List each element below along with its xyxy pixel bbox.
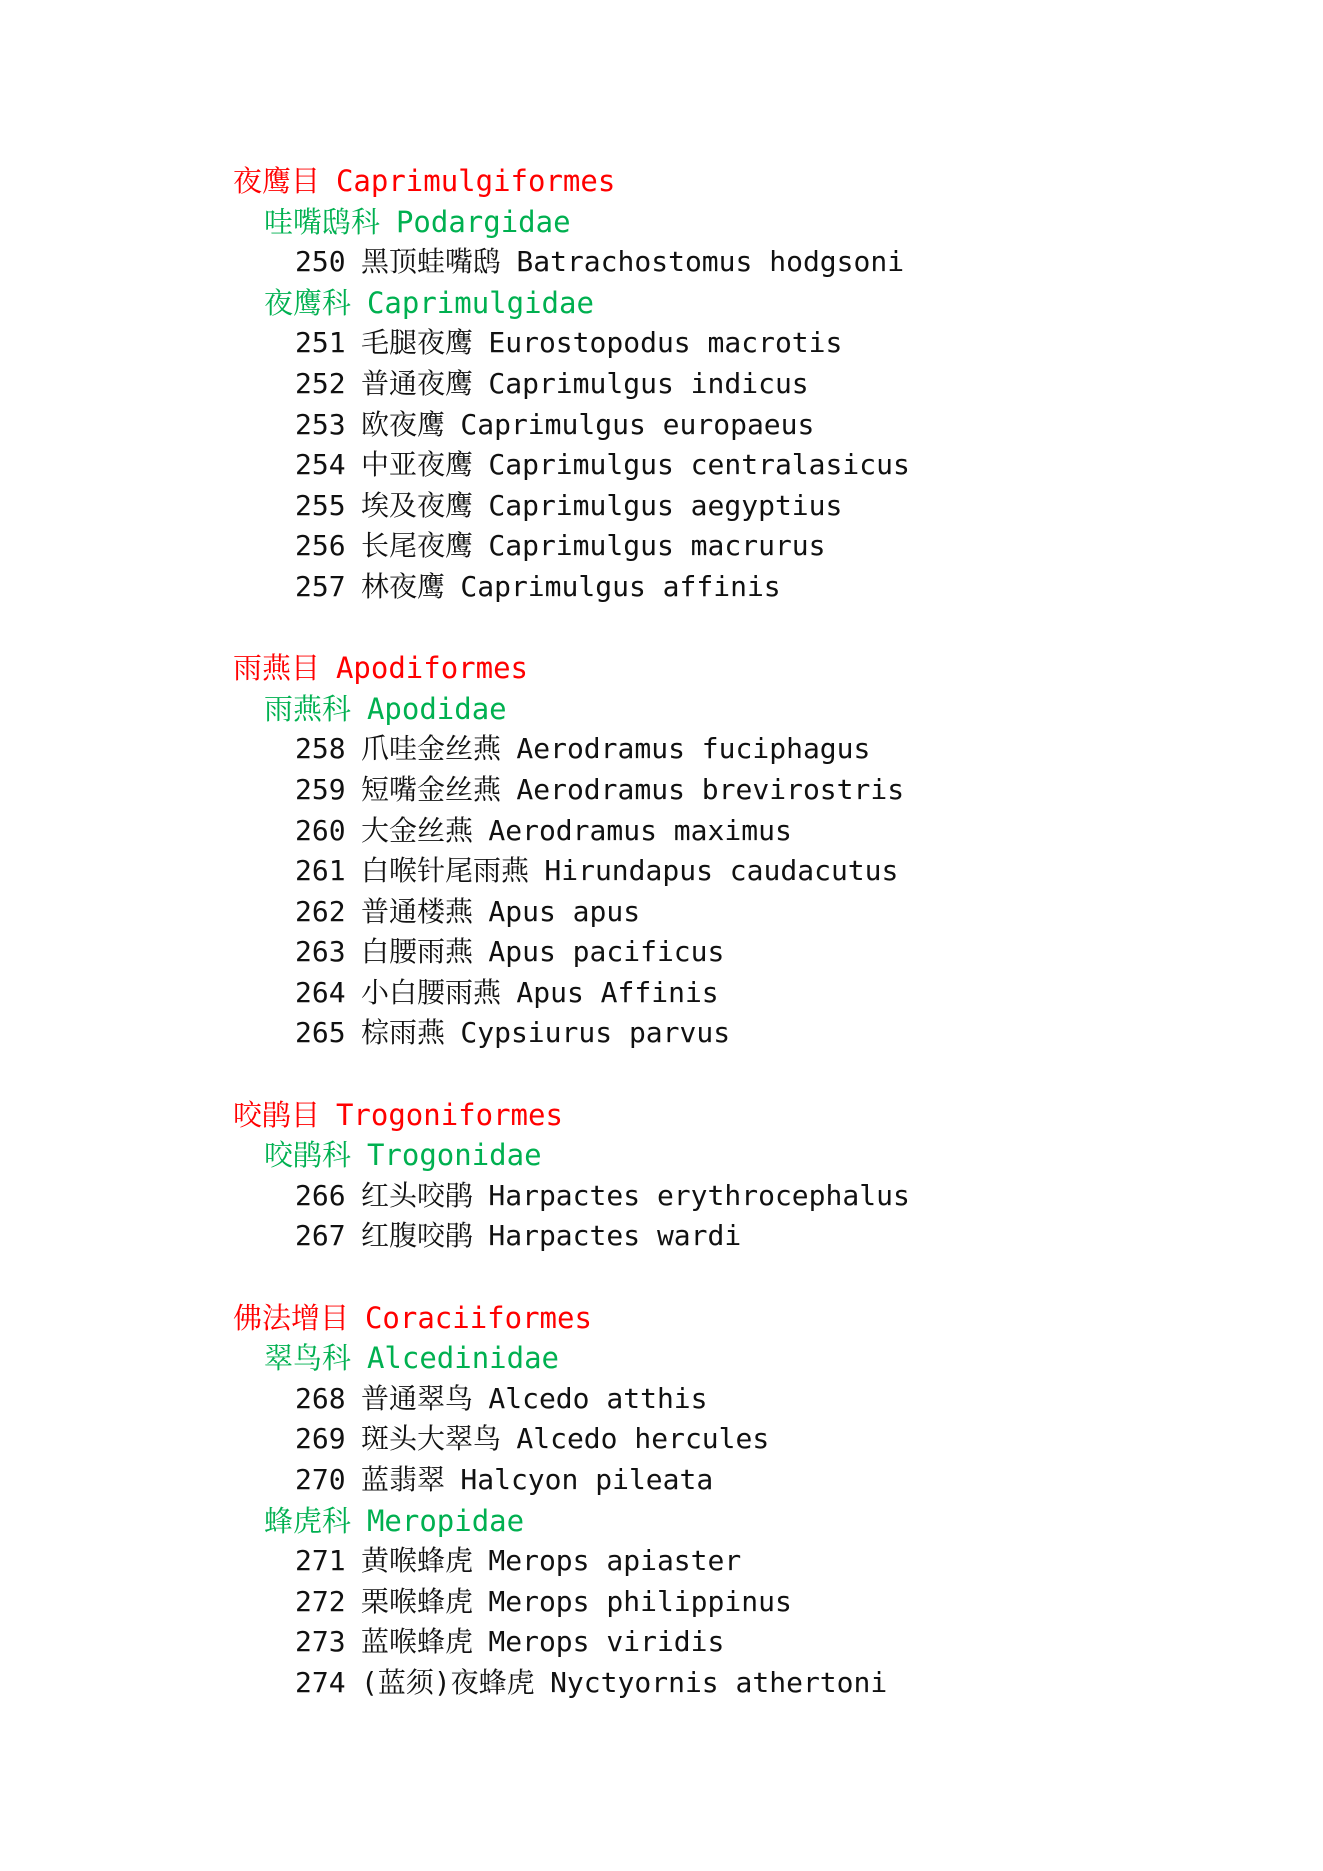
species-number: 270: [295, 1463, 346, 1496]
species-name-latin: Merops viridis: [488, 1625, 725, 1659]
species-number: 256: [295, 529, 346, 563]
family-heading: [233, 1135, 1293, 1176]
species-name-cn: 普通翠鸟: [360, 1381, 473, 1415]
order-name-latin: Apodiformes: [335, 651, 529, 686]
species-entry: [233, 405, 1293, 446]
species-entry: [233, 1176, 1293, 1217]
species-number: 260: [295, 813, 346, 847]
species-name-latin: Aerodramus fuciphagus: [516, 732, 871, 766]
species-name-cn: 小白腰雨燕: [360, 975, 501, 1009]
species-entry: [233, 1582, 1293, 1623]
species-entry: [233, 1663, 1293, 1704]
family-heading: [233, 283, 1293, 324]
species-name-cn: 林夜鹰: [360, 569, 445, 603]
checklist-document: [233, 161, 1293, 1704]
species-entry: [233, 1460, 1293, 1501]
species-name-cn: 斑头大翠鸟: [360, 1422, 501, 1456]
species-entry: [233, 811, 1293, 852]
species-entry: [233, 445, 1293, 486]
species-number: 268: [295, 1381, 346, 1415]
species-name-latin: Aerodramus brevirostris: [516, 772, 905, 806]
species-name-cn: 长尾夜鹰: [360, 529, 473, 563]
section-gap: [233, 608, 1293, 649]
family-name-latin: Apodidae: [366, 691, 507, 726]
species-name-cn: 栗喉蜂虎: [360, 1584, 473, 1618]
species-name-cn: 红腹咬鹃: [360, 1219, 473, 1253]
species-name-latin: Alcedo atthis: [488, 1381, 708, 1415]
species-entry: [233, 932, 1293, 973]
species-number: 272: [295, 1584, 346, 1618]
species-name-latin: Eurostopodus macrotis: [488, 326, 843, 360]
species-name-cn: 棕雨燕: [360, 1016, 445, 1050]
species-name-latin: Hirundapus caudacutus: [544, 854, 899, 888]
family-name-latin: Trogonidae: [366, 1138, 542, 1173]
species-name-latin: Caprimulgus aegyptius: [488, 488, 843, 522]
species-name-latin: Apus pacificus: [488, 935, 725, 969]
species-number: 274: [295, 1665, 346, 1699]
species-number: 252: [295, 366, 346, 400]
order-heading: [233, 1298, 1293, 1339]
order-name-cn: 雨燕目: [233, 651, 321, 686]
species-number: 255: [295, 488, 346, 522]
species-name-latin: Caprimulgus affinis: [460, 569, 781, 603]
order-name-latin: Caprimulgiformes: [335, 164, 616, 198]
order-heading: [233, 648, 1293, 689]
species-name-cn: 黑顶蛙嘴鸱: [360, 245, 501, 279]
species-name-cn: 埃及夜鹰: [360, 488, 473, 522]
species-entry: [233, 567, 1293, 608]
species-name-latin: Harpactes erythrocephalus: [488, 1178, 910, 1212]
species-name-latin: Caprimulgus indicus: [488, 366, 809, 400]
species-entry: [233, 323, 1293, 364]
species-number: 271: [295, 1544, 346, 1578]
species-entry: [233, 892, 1293, 933]
order-heading: [233, 161, 1293, 202]
species-number: 257: [295, 569, 346, 603]
species-number: 251: [295, 326, 346, 360]
species-name-latin: Caprimulgus macrurus: [488, 529, 826, 563]
species-number: 266: [295, 1178, 346, 1212]
species-entry: [233, 1013, 1293, 1054]
order-name-latin: Trogoniformes: [335, 1097, 563, 1132]
species-name-cn: 蓝喉蜂虎: [360, 1625, 473, 1659]
family-name-cn: 夜鹰科: [264, 285, 352, 320]
order-name-cn: 咬鹃目: [233, 1097, 321, 1132]
family-name-cn: 翠鸟科: [264, 1341, 352, 1376]
species-name-latin: Merops apiaster: [488, 1544, 742, 1578]
family-name-latin: Meropidae: [366, 1503, 525, 1538]
species-name-cn: 普通夜鹰: [360, 366, 473, 400]
species-name-latin: Batrachostomus hodgsoni: [516, 245, 905, 279]
species-entry: [233, 729, 1293, 770]
family-heading: [233, 1338, 1293, 1379]
species-name-cn: 毛腿夜鹰: [360, 326, 473, 360]
species-entry: [233, 770, 1293, 811]
species-name-cn: 白腰雨燕: [360, 935, 473, 969]
species-number: 250: [295, 245, 346, 279]
species-entry: [233, 1216, 1293, 1257]
species-name-latin: Alcedo hercules: [516, 1422, 770, 1456]
species-name-latin: Apus Affinis: [516, 975, 719, 1009]
species-name-latin: Harpactes wardi: [488, 1219, 742, 1253]
section-gap: [233, 1054, 1293, 1095]
species-entry: [233, 1622, 1293, 1663]
order-name-cn: 夜鹰目: [233, 164, 321, 198]
species-name-cn: 大金丝燕: [360, 813, 473, 847]
family-name-latin: Alcedinidae: [366, 1341, 560, 1376]
family-name-cn: 咬鹃科: [264, 1138, 352, 1173]
species-entry: [233, 526, 1293, 567]
species-name-cn: 蓝翡翠: [360, 1463, 445, 1496]
family-name-cn: 哇嘴鸱科: [264, 204, 381, 239]
species-name-cn: (蓝须)夜蜂虎: [360, 1665, 535, 1699]
species-number: 258: [295, 732, 346, 766]
order-name-latin: Coraciiformes: [364, 1300, 592, 1335]
species-name-cn: 爪哇金丝燕: [360, 732, 501, 766]
family-name-latin: Podargidae: [395, 204, 571, 239]
species-name-cn: 黄喉蜂虎: [360, 1544, 473, 1578]
species-name-cn: 中亚夜鹰: [360, 448, 473, 482]
species-name-latin: Nyctyornis athertoni: [550, 1665, 888, 1699]
section-gap: [233, 1257, 1293, 1298]
species-entry: [233, 973, 1293, 1014]
family-heading: [233, 202, 1293, 243]
species-number: 253: [295, 407, 346, 441]
species-number: 267: [295, 1219, 346, 1253]
family-name-latin: Caprimulgidae: [366, 285, 594, 320]
species-name-latin: Apus apus: [488, 894, 641, 928]
species-number: 262: [295, 894, 346, 928]
species-entry: [233, 1379, 1293, 1420]
species-number: 265: [295, 1016, 346, 1050]
family-heading: [233, 1501, 1293, 1542]
species-number: 273: [295, 1625, 346, 1659]
species-name-latin: Aerodramus maximus: [488, 813, 792, 847]
family-name-cn: 蜂虎科: [264, 1503, 352, 1538]
order-heading: [233, 1095, 1293, 1136]
species-name-cn: 红头咬鹃: [360, 1178, 473, 1212]
species-number: 263: [295, 935, 346, 969]
species-entry: [233, 364, 1293, 405]
species-name-latin: Merops philippinus: [488, 1584, 792, 1618]
species-number: 254: [295, 448, 346, 482]
species-number: 264: [295, 975, 346, 1009]
species-name-cn: 短嘴金丝燕: [360, 772, 501, 806]
species-name-latin: Halcyon pileata: [460, 1463, 714, 1496]
family-heading: [233, 689, 1293, 730]
species-entry: [233, 486, 1293, 527]
species-name-cn: 普通楼燕: [360, 894, 473, 928]
species-name-cn: 白喉针尾雨燕: [360, 854, 529, 888]
species-number: 259: [295, 772, 346, 806]
order-name-cn: 佛法增目: [233, 1300, 350, 1335]
species-number: 261: [295, 854, 346, 888]
family-name-cn: 雨燕科: [264, 691, 352, 726]
species-entry: [233, 851, 1293, 892]
species-name-cn: 欧夜鹰: [360, 407, 445, 441]
species-name-latin: Caprimulgus europaeus: [460, 407, 815, 441]
species-name-latin: Cypsiurus parvus: [460, 1016, 731, 1050]
species-entry: [233, 1541, 1293, 1582]
species-entry: [233, 242, 1293, 283]
species-number: 269: [295, 1422, 346, 1456]
species-entry: [233, 1419, 1293, 1460]
species-name-latin: Caprimulgus centralasicus: [488, 448, 910, 482]
